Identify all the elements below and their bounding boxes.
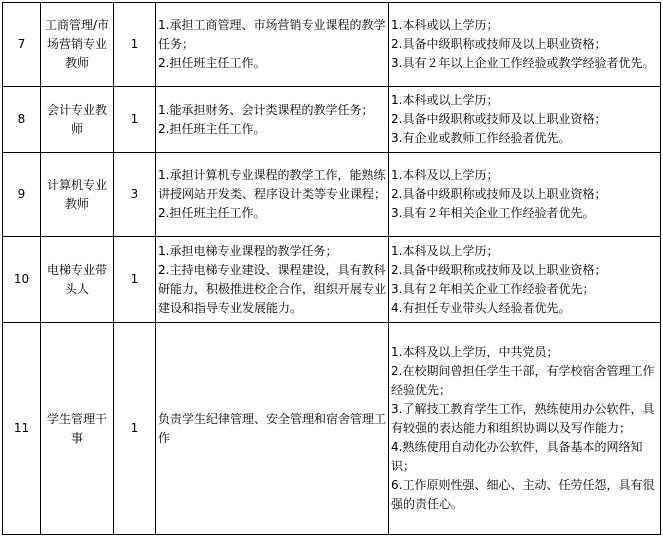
requirement-item: 3.具有２年相关企业工作经验者优先； xyxy=(391,281,595,296)
table-row xyxy=(3,3,661,87)
requirement-item: 2.在校期间曾担任学生干部，有学校宿舍管理工作经验优先； xyxy=(391,364,655,397)
requirement-item: 2.具备中级职称或技师及以上职业资格； xyxy=(391,112,607,126)
requirement-item: 2.具备中级职称或技师及以上职业资格； xyxy=(391,37,607,51)
duty-item: 1.承担工商管理、市场营销专业课程的教学任务； xyxy=(158,18,386,51)
job-requirements xyxy=(389,87,661,153)
duty-item: 1.承担计算机专业课程的教学工作，能熟练讲授网站开发类、程序设计类等专业课程； xyxy=(158,168,387,201)
duty-item: 2.主持电梯专业建设、课程建设，具有教科研能力，积极推进校企合作，组织开展专业建设和指导专业发展能力。 xyxy=(158,262,387,315)
requirement-item: 2.具备中级职称或技师及以上职业资格； xyxy=(391,262,607,277)
requirement-item: 3.具有２年以上企业工作经验或教学经验者优先。 xyxy=(391,56,655,70)
row-number: 10 xyxy=(3,237,41,323)
requirement-item: 1.本科及以上学历； xyxy=(391,168,499,182)
requirement-item: 1.本科及以上学历，中共党员； xyxy=(391,345,559,359)
requirement-item: 6.工作原则性强、细心、主动、任劳任怨，具有很强的责任心。 xyxy=(391,478,655,511)
requirement-item: 3.具有２年相关企业工作经验者优先。 xyxy=(391,206,595,220)
row-number: 7 xyxy=(3,3,41,87)
duty-item: 1.承担电梯专业课程的教学任务； xyxy=(158,243,338,258)
requirement-item: 4.有担任专业带头人经验者优先。 xyxy=(391,300,571,315)
requirement-item: 1.本科或以上学历； xyxy=(391,18,499,32)
requirement-item: 3.有企业或教师工作经验者优先。 xyxy=(391,131,571,145)
table-row xyxy=(3,323,661,535)
duty-item: 2.担任班主任工作。 xyxy=(158,121,266,136)
duty-item: 2.担任班主任工作。 xyxy=(158,206,266,220)
hire-count: 1 xyxy=(114,323,156,535)
recruitment-table xyxy=(2,2,661,535)
requirement-item: 4.熟练使用自动化办公软件，具备基本的网络知识； xyxy=(391,440,643,473)
duty-item: 负责学生纪律管理、安全管理和宿舍管理工作 xyxy=(158,411,387,445)
job-requirements xyxy=(389,237,661,323)
job-duties xyxy=(156,237,389,323)
hire-count: 1 xyxy=(114,237,156,323)
requirement-item: 1.本科或以上学历； xyxy=(391,93,499,107)
job-requirements xyxy=(389,3,661,87)
position-name: 计算机专业教师 xyxy=(41,153,114,237)
position-name: 电梯专业带头人 xyxy=(41,237,114,323)
duty-item: 2.担任班主任工作。 xyxy=(158,56,266,70)
job-duties xyxy=(156,323,389,535)
hire-count: 1 xyxy=(114,87,156,153)
duty-item: 1.能承担财务、会计类课程的教学任务； xyxy=(158,102,374,117)
position-name: 工商管理/市场营销专业教师 xyxy=(41,3,114,87)
requirement-item: 1.本科及以上学历； xyxy=(391,243,499,258)
position-name: 学生管理干事 xyxy=(41,323,114,535)
row-number: 9 xyxy=(3,153,41,237)
table-row xyxy=(3,237,661,323)
job-duties xyxy=(156,87,389,153)
hire-count: 3 xyxy=(114,153,156,237)
requirement-item: 3.了解技工教育学生工作，熟练使用办公软件，具有较强的表达能力和组织协调以及写作能力； xyxy=(391,402,655,435)
job-duties xyxy=(156,153,389,237)
row-number: 11 xyxy=(3,323,41,535)
job-requirements xyxy=(389,153,661,237)
hire-count: 1 xyxy=(114,3,156,87)
requirement-item: 2.具备中级职称或技师及以上职业资格； xyxy=(391,187,607,201)
position-name: 会计专业教师 xyxy=(41,87,114,153)
table-row xyxy=(3,153,661,237)
table-row xyxy=(3,87,661,153)
job-duties xyxy=(156,3,389,87)
row-number: 8 xyxy=(3,87,41,153)
job-requirements xyxy=(389,323,661,535)
